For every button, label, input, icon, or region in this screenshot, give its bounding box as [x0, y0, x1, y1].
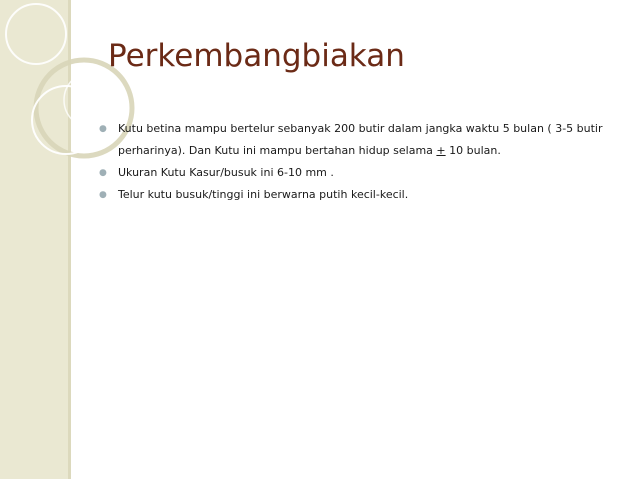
- circle-bullet-icon: ●: [99, 190, 107, 200]
- bullet-text: Ukuran Kutu Kasur/busuk ini 6-10 mm .: [118, 166, 334, 179]
- plus-minus-symbol: +: [436, 144, 446, 157]
- list-item: [96, 118, 616, 162]
- circle-bullet-icon: ●: [99, 168, 107, 178]
- slide-title: Perkembangbiakan: [108, 38, 405, 74]
- bullet-text: Telur kutu busuk/tinggi ini berwarna putih kecil-kecil.: [118, 188, 409, 201]
- bullet-list: [96, 118, 616, 206]
- list-item: [96, 184, 616, 206]
- bullet-text-end: 10 bulan.: [445, 144, 501, 157]
- circle-bullet-icon: ●: [99, 124, 107, 134]
- list-item: [96, 162, 616, 184]
- bullet-text: Kutu betina mampu bertelur sebanyak 200 butir dalam jangka waktu 5 bulan ( 3-5 butir perharinya). Dan Kutu ini mampu bertahan hidup selama: [118, 122, 603, 157]
